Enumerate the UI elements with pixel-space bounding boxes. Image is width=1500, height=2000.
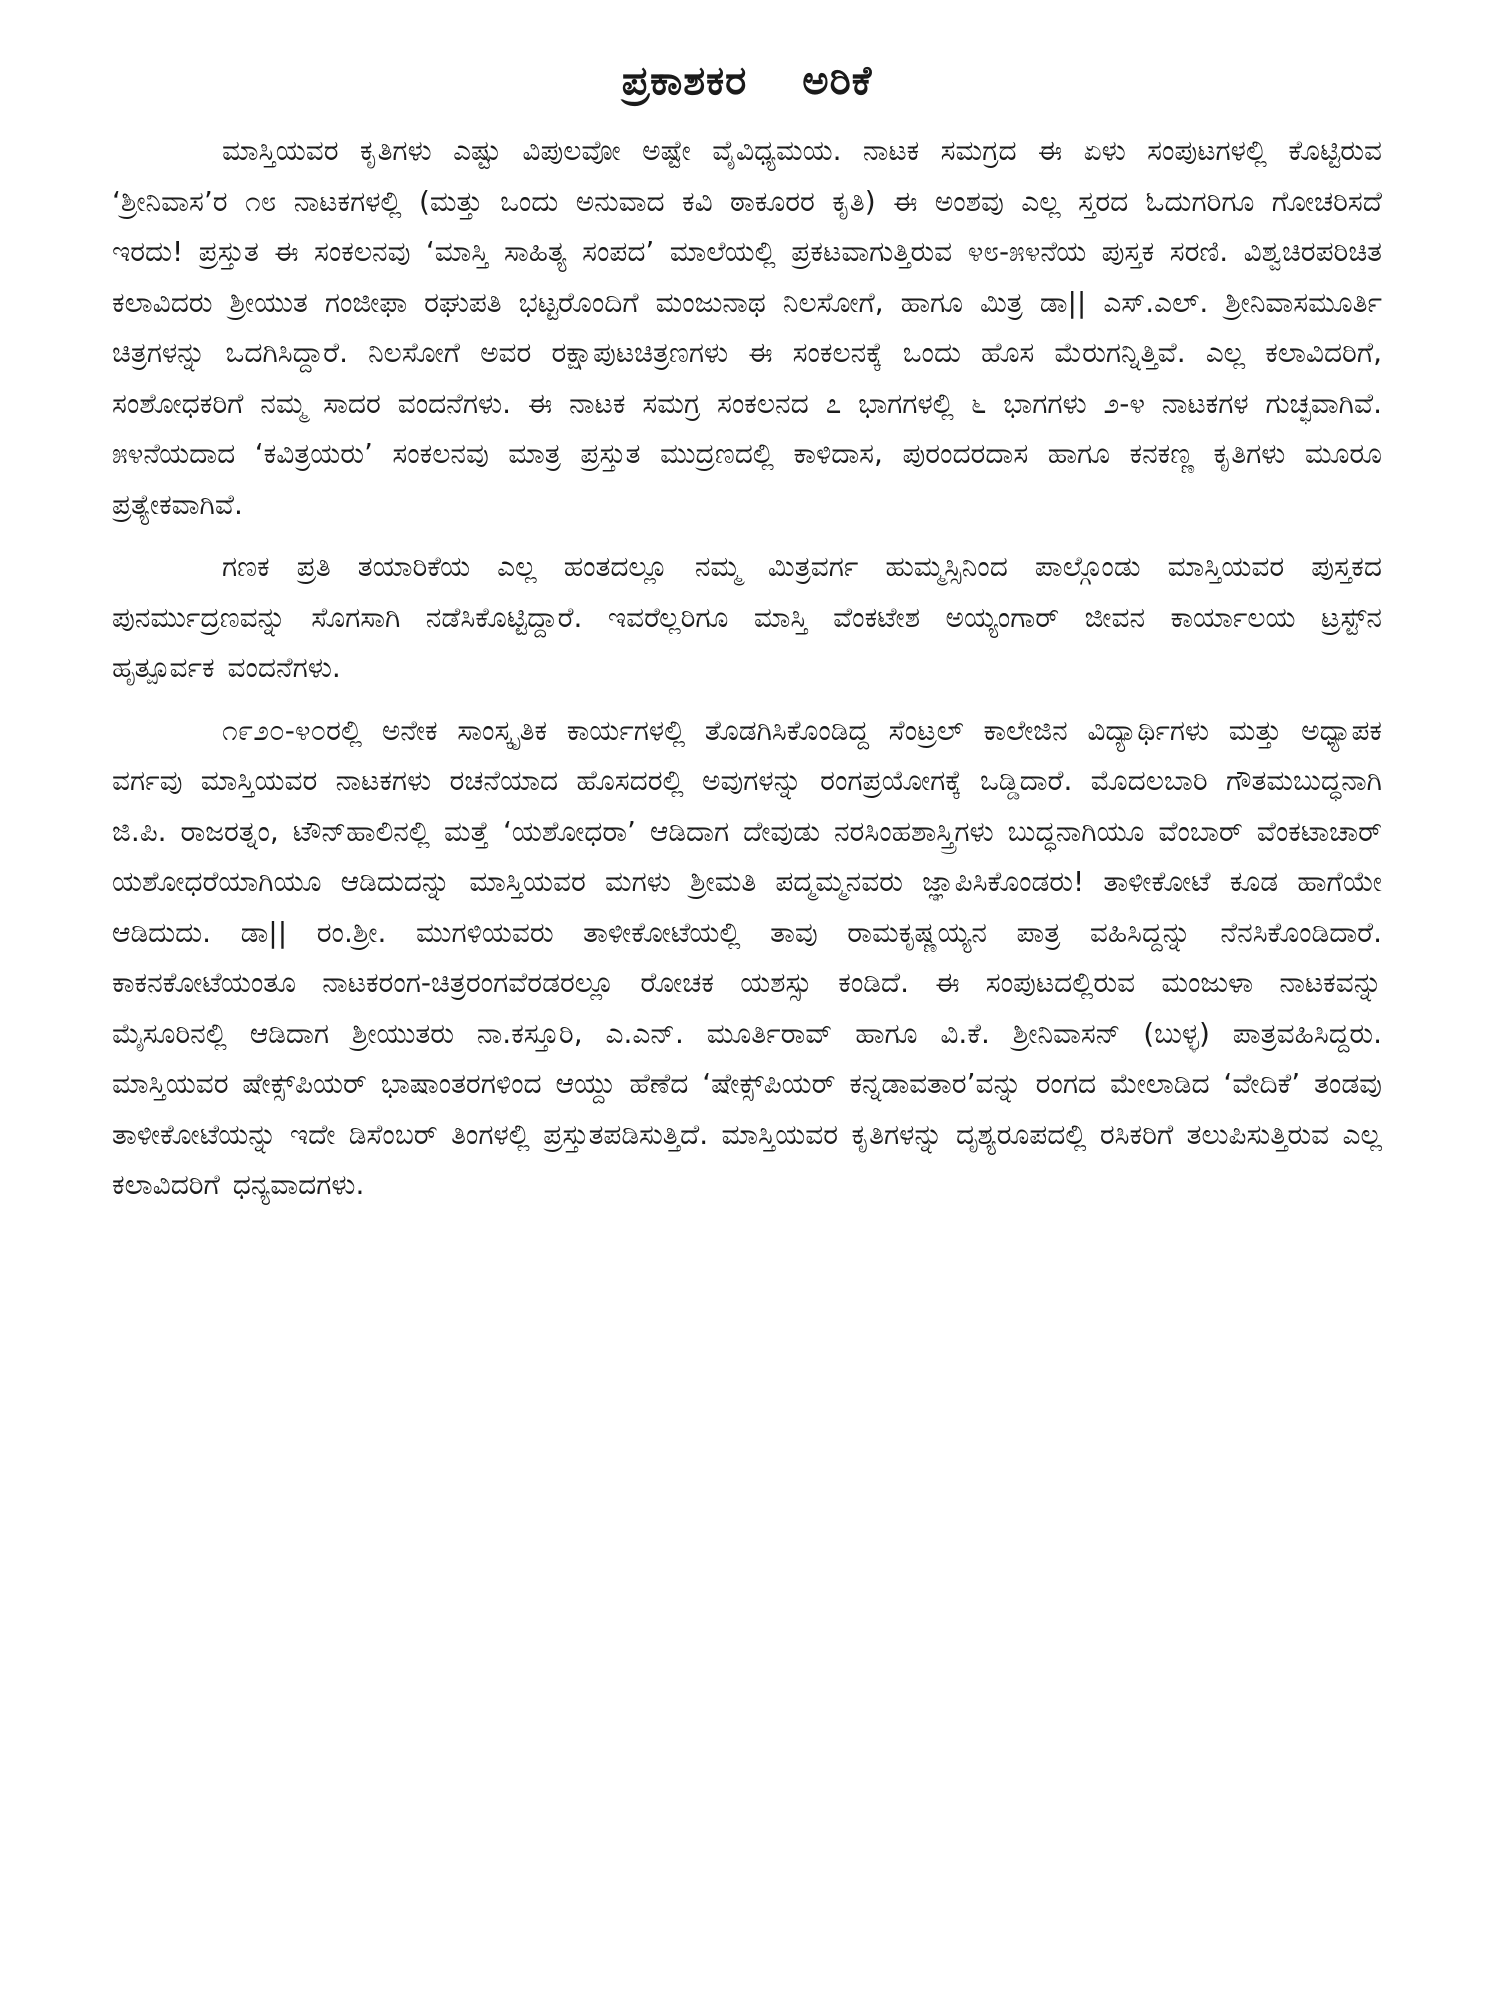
page-title: ಪ್ರಕಾಶಕರ ಅರಿಕೆ (621, 58, 873, 104)
paragraph-1: ಮಾಸ್ತಿಯವರ ಕೃತಿಗಳು ಎಷ್ಟು ವಿಪುಲವೋ ಅಷ್ಟೇ ವೈವಿಧ್ಯಮಯ. ನಾಟಕ ಸಮಗ್ರದ ಈ ಏಳು ಸಂಪುಟಗಳಲ್ಲಿ ಕೊಟ್ಟಿರುವ ‘ಶ್ರೀನಿವಾಸ’ರ ೧೮ ನಾಟಕಗಳಲ್ಲಿ (ಮತ್ತು ಒಂದು ಅನುವಾದ ಕವಿ ಠಾಕೂರರ ಕೃತಿ) ಈ ಅಂಶವು ಎಲ್ಲ ಸ್ತರದ ಓದುಗರಿಗೂ ಗೋಚರಿಸದೆ ಇರದು! ಪ್ರಸ್ತುತ ಈ ಸಂಕಲನವು ‘ಮಾಸ್ತಿ ಸಾಹಿತ್ಯ ಸಂಪದ’ ಮಾಲೆಯಲ್ಲಿ ಪ್ರಕಟವಾಗುತ್ತಿರುವ ೪೮-೫೪ನೆಯ ಪುಸ್ತಕ ಸರಣಿ. ವಿಶ್ವಚಿರಪರಿಚಿತ ಕಲಾವಿದರು ಶ್ರೀಯುತ ಗಂಜೀಫಾ ರಘುಪತಿ ಭಟ್ಟರೊಂದಿಗೆ ಮಂಜುನಾಥ ನಿಲಸೋಗೆ, ಹಾಗೂ ಮಿತ್ರ ಡಾ|| ಎಸ್.ಎಲ್. ಶ್ರೀನಿವಾಸಮೂರ್ತಿ ಚಿತ್ರಗಳನ್ನು ಒದಗಿಸಿದ್ದಾರೆ. ನಿಲಸೋಗೆ ಅವರ ರಕ್ಷಾಪುಟಚಿತ್ರಣಗಳು ಈ ಸಂಕಲನಕ್ಕೆ ಒಂದು ಹೊಸ ಮೆರುಗನ್ನಿತ್ತಿವೆ. ಎಲ್ಲ ಕಲಾವಿದರಿಗೆ, ಸಂಶೋಧಕರಿಗೆ ನಮ್ಮ ಸಾದರ ವಂದನೆಗಳು. ಈ ನಾಟಕ ಸಮಗ್ರ ಸಂಕಲನದ ೭ ಭಾಗಗಳಲ್ಲಿ ೬ ಭಾಗಗಳು ೨-೪ ನಾಟಕಗಳ ಗುಚ್ಛವಾಗಿವೆ. ೫೪ನೆಯದಾದ ‘ಕವಿತ್ರಯರು’ ಸಂಕಲನವು ಮಾತ್ರ ಪ್ರಸ್ತುತ ಮುದ್ರಣದಲ್ಲಿ ಕಾಳಿದಾಸ, ಪುರಂದರದಾಸ ಹಾಗೂ ಕನಕಣ್ಣ ಕೃತಿಗಳು ಮೂರೂ ಪ್ರತ್ಯೇಕವಾಗಿವೆ. (112, 134, 1382, 521)
paragraph-3: ೧೯೨೦-೪೦ರಲ್ಲಿ ಅನೇಕ ಸಾಂಸ್ಕೃತಿಕ ಕಾರ್ಯಗಳಲ್ಲಿ ತೊಡಗಿಸಿಕೊಂಡಿದ್ದ ಸೆಂಟ್ರಲ್ ಕಾಲೇಜಿನ ವಿದ್ಯಾರ್ಥಿಗಳು ಮತ್ತು ಅಧ್ಯಾಪಕ ವರ್ಗವು ಮಾಸ್ತಿಯವರ ನಾಟಕಗಳು ರಚನೆಯಾದ ಹೊಸದರಲ್ಲಿ ಅವುಗಳನ್ನು ರಂಗಪ್ರಯೋಗಕ್ಕೆ ಒಡ್ಡಿದಾರೆ. ಮೊದಲಬಾರಿ ಗೌತಮಬುದ್ಧನಾಗಿ ಜಿ.ಪಿ. ರಾಜರತ್ನಂ, ಟೌನ್‌ಹಾಲಿನಲ್ಲಿ ಮತ್ತೆ ‘ಯಶೋಧರಾ’ ಆಡಿದಾಗ ದೇವುಡು ನರಸಿಂಹಶಾಸ್ತ್ರಿಗಳು ಬುದ್ಧನಾಗಿಯೂ ವೆಂಬಾರ್ ವೆಂಕಟಾಚಾರ್ ಯಶೋಧರೆಯಾಗಿಯೂ ಆಡಿದುದನ್ನು ಮಾಸ್ತಿಯವರ ಮಗಳು ಶ್ರೀಮತಿ ಪದ್ಮಮ್ಮನವರು ಜ್ಞಾಪಿಸಿಕೊಂಡರು! ತಾಳೀಕೋಟೆ ಕೂಡ ಹಾಗೆಯೇ ಆಡಿದುದು. ಡಾ|| ರಂ.ಶ್ರೀ. ಮುಗಳಿಯವರು ತಾಳೀಕೋಟೆಯಲ್ಲಿ ತಾವು ರಾಮಕೃಷ್ಣಯ್ಯನ ಪಾತ್ರ ವಹಿಸಿದ್ದನ್ನು ನೆನಸಿಕೊಂಡಿದಾರೆ. ಕಾಕನಕೋಟೆಯಂತೂ ನಾಟಕರಂಗ-ಚಿತ್ರರಂಗವೆರಡರಲ್ಲೂ ರೋಚಕ ಯಶಸ್ಸು ಕಂಡಿದೆ. ಈ ಸಂಪುಟದಲ್ಲಿರುವ ಮಂಜುಳಾ ನಾಟಕವನ್ನು ಮೈಸೂರಿನಲ್ಲಿ ಆಡಿದಾಗ ಶ್ರೀಯುತರು ನಾ.ಕಸ್ತೂರಿ, ಎ.ಎನ್. ಮೂರ್ತಿರಾವ್ ಹಾಗೂ ವಿ.ಕೆ. ಶ್ರೀನಿವಾಸನ್ (ಬುಳ್ಳ) ಪಾತ್ರವಹಿಸಿದ್ದರು. ಮಾಸ್ತಿಯವರ ಷೇಕ್ಸ್‌ಪಿಯರ್ ಭಾಷಾಂತರಗಳಿಂದ ಆಯ್ದು ಹೆಣೆದ ‘ಷೇಕ್ಸ್‌ಪಿಯರ್ ಕನ್ನಡಾವತಾರ’ವನ್ನು ರಂಗದ ಮೇಲಾಡಿದ ‘ವೇದಿಕೆ’ ತಂಡವು ತಾಳೀಕೋಟೆಯನ್ನು ಇದೇ ಡಿಸೆಂಬರ್ ತಿಂಗಳಲ್ಲಿ ಪ್ರಸ್ತುತಪಡಿಸುತ್ತಿದೆ. ಮಾಸ್ತಿಯವರ ಕೃತಿಗಳನ್ನು ದೃಶ್ಯರೂಪದಲ್ಲಿ ರಸಿಕರಿಗೆ ತಲುಪಿಸುತ್ತಿರುವ ಎಲ್ಲ ಕಲಾವಿದರಿಗೆ ಧನ್ಯವಾದಗಳು. (112, 713, 1382, 1201)
paragraph-2: ಗಣಕ ಪ್ರತಿ ತಯಾರಿಕೆಯ ಎಲ್ಲ ಹಂತದಲ್ಲೂ ನಮ್ಮ ಮಿತ್ರವರ್ಗ ಹುಮ್ಮಸ್ಸಿನಿಂದ ಪಾಲ್ಗೊಂಡು ಮಾಸ್ತಿಯವರ ಪುಸ್ತಕದ ಪುನರ್ಮುದ್ರಣವನ್ನು ಸೊಗಸಾಗಿ ನಡೆಸಿಕೊಟ್ಟಿದ್ದಾರೆ. ಇವರೆಲ್ಲರಿಗೂ ಮಾಸ್ತಿ ವೆಂಕಟೇಶ ಅಯ್ಯಂಗಾರ್ ಜೀವನ ಕಾರ್ಯಾಲಯ ಟ್ರಸ್ಟ್‌ನ ಹೃತ್ಪೂರ್ವಕ ವಂದನೆಗಳು. (112, 550, 1382, 684)
